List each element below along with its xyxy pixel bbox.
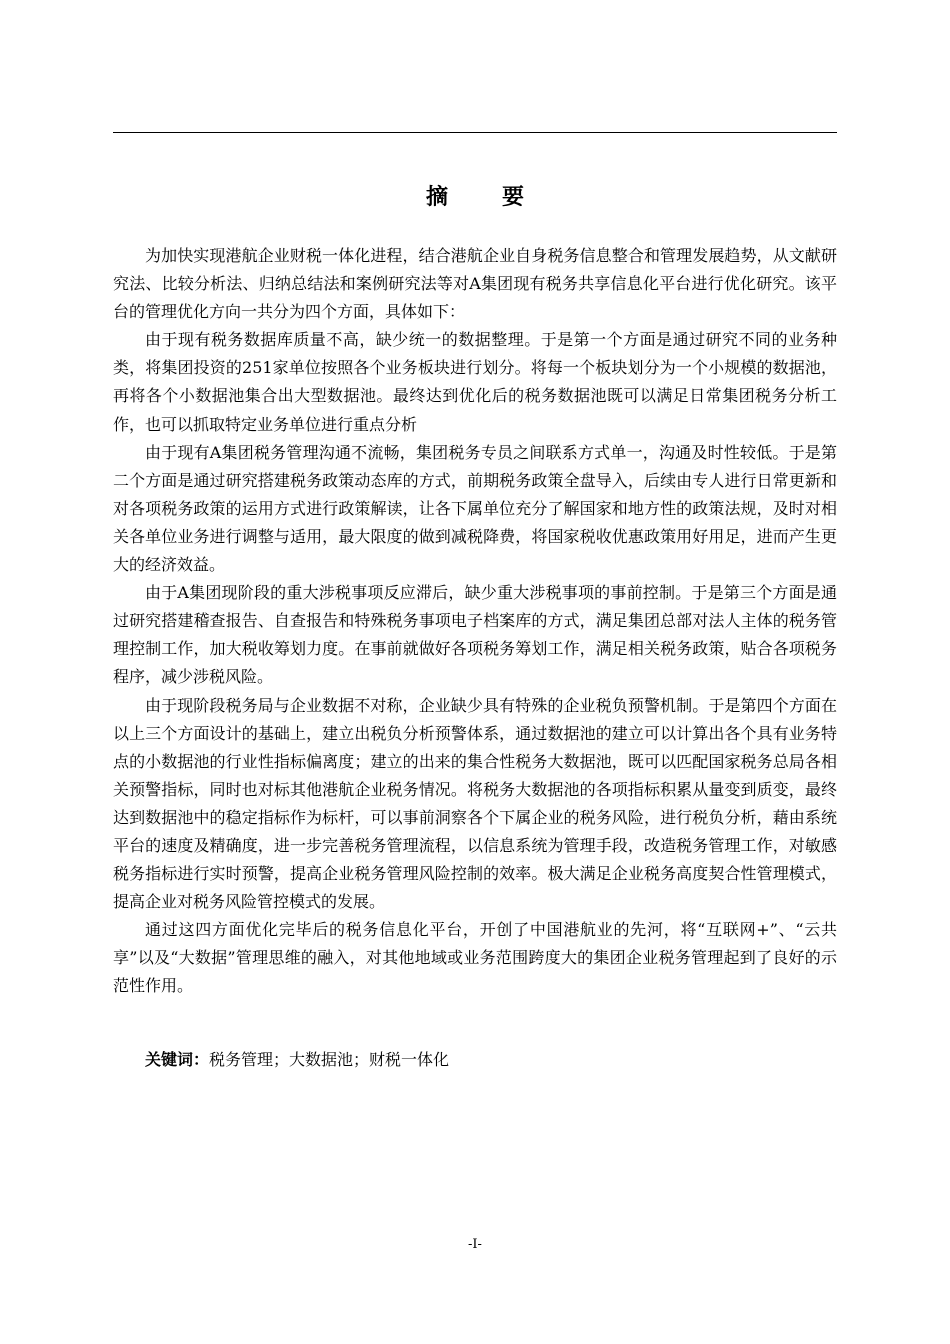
keywords-line: [113, 1046, 837, 1074]
abstract-title: 摘 要: [425, 185, 540, 210]
keywords-label: 关键词：: [145, 1050, 210, 1069]
abstract-body: [113, 242, 837, 1001]
abstract-paragraph-2: 由于现有税务数据库质量不高，缺少统一的数据整理。于是第一个方面是通过研究不同的业务种类，将集团投资的251家单位按照各个业务板块进行划分。将每一个板块划分为一个小规模的数据池，再将各个小数据池集合出大型数据池。最终达到优化后的税务数据池既可以满足日常集团税务分析工作，也可以抓取特定业务单位进行重点分析: [113, 330, 837, 434]
abstract-paragraph-5: 由于现阶段税务局与企业数据不对称，企业缺少具有特殊的企业税负预警机制。于是第四个方面在以上三个方面设计的基础上，建立出税负分析预警体系，通过数据池的建立可以计算出各个具有业务特点的小数据池的行业性指标偏离度；建立的出来的集合性税务大数据池，既可以匹配国家税务总局各相关预警指标，同时也对标其他港航企业税务情况。将税务大数据池的各项指标积累从量变到质变，最终达到数据池中的稳定指标作为标杆，可以事前洞察各个下属企业的税务风险，进行税负分析，藉由系统平台的速度及精确度，进一步完善税务管理流程，以信息系统为管理手段，改造税务管理工作，对敏感税务指标进行实时预警，提高企业税务管理风险控制的效率。极大满足企业税务高度契合性管理模式，提高企业对税务风险管控模式的发展。: [113, 695, 837, 912]
abstract-paragraph-3: 由于现有A集团税务管理沟通不流畅，集团税务专员之间联系方式单一，沟通及时性较低。于是第二个方面是通过研究搭建税务政策动态库的方式，前期税务政策全盘导入，后续由专人进行日常更新和对各项税务政策的运用方式进行政策解读，让各下属单位充分了解国家和地方性的政策法规，及时对相关各单位业务进行调整与适用，最大限度的做到减税降费，将国家税收优惠政策用好用足，进而产生更大的经济效益。: [113, 442, 837, 575]
header-rule: [113, 132, 837, 133]
page-number: -I-: [468, 1237, 482, 1252]
abstract-paragraph-4: 由于A集团现阶段的重大涉税事项反应滞后，缺少重大涉税事项的事前控制。于是第三个方面是通过研究搭建稽查报告、自查报告和特殊税务事项电子档案库的方式，满足集团总部对法人主体的税务管理控制工作，加大税收筹划力度。在事前就做好各项税务筹划工作，满足相关税务政策，贴合各项税务程序，减少涉税风险。: [113, 583, 837, 687]
abstract-paragraph-6: 通过这四方面优化完毕后的税务信息化平台，开创了中国港航业的先河，将“互联网+”、“云共享”以及“大数据”管理思维的融入，对其他地域或业务范围跨度大的集团企业税务管理起到了良好的示范性作用。: [113, 920, 837, 996]
keywords-value: 税务管理；大数据池；财税一体化: [209, 1050, 450, 1069]
abstract-paragraph-1: 为加快实现港航企业财税一体化进程，结合港航企业自身税务信息整合和管理发展趋势，从文献研究法、比较分析法、归纳总结法和案例研究法等对A集团现有税务共享信息化平台进行优化研究。该平台的管理优化方向一共分为四个方面，具体如下：: [113, 246, 837, 322]
